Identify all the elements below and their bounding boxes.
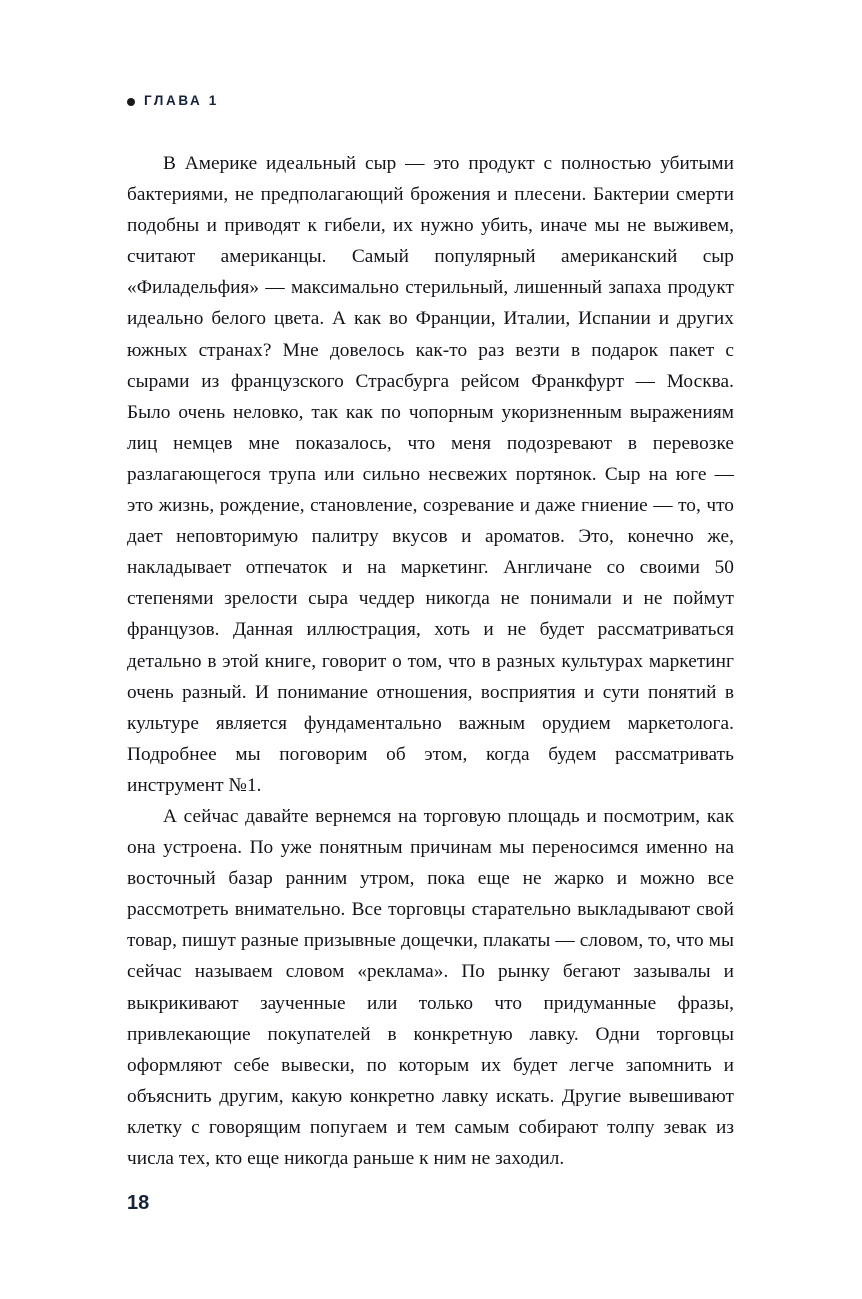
paragraph: А сейчас давайте вернемся на торговую площадь и посмотрим, как она устроена. По уже понятным причинам мы переносимся именно на восточный базар ранним утром, пока еще не жарко и можно все рассмотреть внимательно. Все торговцы старательно выкладывают свой товар, пишут разные призывные дощечки, плакаты — словом, то, что мы сейчас называем словом «реклама». По рынку бегают зазывалы и выкрикивают заученные или только что придуманные фразы, привлекающие покупателей в конкретную лавку. Одни торговцы оформляют себе вывески, по которым их будет легче запомнить и объяснить другим, какую конкретно лавку искать. Другие вывешивают клетку с говорящим попугаем и тем самым собирают толпу зевак из числа тех, кто еще никогда раньше к ним не заходил.: [127, 805, 734, 1169]
page-number: 18: [127, 1192, 150, 1214]
body-text: [127, 148, 734, 1174]
paragraph: В Америке идеальный сыр — это продукт с полностью убитыми бактериями, не предполагающий брожения и плесени. Бактерии смерти подобны и приводят к гибели, их нужно убить, иначе мы не выживем, считают американцы. Самый популярный американский сыр «Филадельфия» — максимально стерильный, лишенный запаха продукт идеально белого цвета. А как во Франции, Италии, Испании и других южных странах? Мне довелось как-то раз везти в подарок пакет с сырами из французского Страсбурга рейсом Франкфурт — Москва. Было очень неловко, так как по чопорным укоризненным выражениям лиц немцев мне показалось, что меня подозревают в перевозке разлагающегося трупа или сильно несвежих портянок. Сыр на юге — это жизнь, рождение, становление, созревание и даже гниение — то, что дает неповторимую палитру вкусов и ароматов. Это, конечно же, накладывает отпечаток и на маркетинг. Англичане со своими 50 степенями зрелости сыра чеддер никогда не понимали и не поймут французов. Данная иллюстрация, хоть и не будет рассматриваться детально в этой книге, говорит о том, что в разных культурах маркетинг очень разный. И понимание отношения, восприятия и сути понятий в культуре является фундаментально важным орудием маркетолога. Подробнее мы поговорим об этом, когда будем рассматривать инструмент №1.: [127, 153, 734, 796]
bullet-icon: [127, 98, 135, 106]
running-head: [127, 93, 219, 108]
chapter-label: ГЛАВА 1: [144, 93, 219, 108]
